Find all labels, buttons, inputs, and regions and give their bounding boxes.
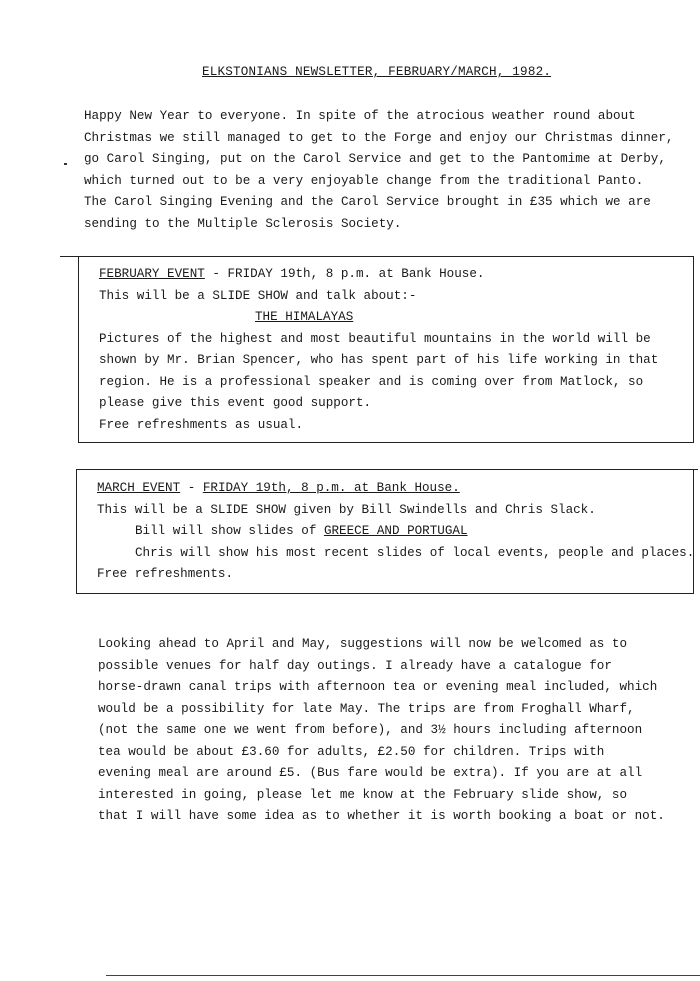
february-event-text: [99, 264, 658, 436]
march-heading: MARCH EVENT: [97, 481, 181, 495]
outro-paragraph: [98, 634, 665, 828]
march-line: This will be a SLIDE SHOW given by Bill Swindells and Chris Slack.: [97, 502, 596, 517]
outro-line: that I will have some idea as to whether it is worth booking a boat or not.: [98, 809, 665, 823]
intro-line: Happy New Year to everyone. In spite of the atrocious weather round about: [84, 109, 636, 123]
outro-line: tea would be about £3.60 for adults, £2.50 for children. Trips with: [98, 744, 605, 759]
february-line: This will be a SLIDE SHOW and talk about:-: [99, 288, 417, 303]
intro-line: Christmas we still managed to get to the Forge and enjoy our Christmas dinner,: [84, 130, 674, 145]
outro-line: horse-drawn canal trips with afternoon tea or evening meal included, which: [98, 680, 658, 694]
february-subject: THE HIMALAYAS: [255, 310, 354, 324]
outro-line: (not the same one we went from before), and 3½ hours including afternoon: [98, 723, 643, 737]
intro-line: which turned out to be a very enjoyable change from the traditional Panto.: [84, 173, 644, 188]
march-heading-date: FRIDAY 19th, 8 p.m. at Bank House.: [202, 481, 460, 495]
february-heading-line: [99, 264, 658, 286]
february-heading: FEBRUARY EVENT: [99, 267, 205, 281]
march-heading-separator: -: [180, 481, 203, 495]
outro-line: evening meal are around £5. (Bus fare would be extra). If you are at all: [98, 766, 643, 780]
newsletter-title: ELKSTONIANS NEWSLETTER, FEBRUARY/MARCH, 1982.: [202, 65, 552, 79]
february-subject-line: [99, 307, 658, 329]
bottom-rule: [106, 975, 700, 976]
march-chris-line: Chris will show his most recent slides of local events, people and places.: [135, 545, 695, 560]
march-heading-line: [97, 478, 694, 500]
february-body-line: shown by Mr. Brian Spencer, who has spent part of his life working in that: [99, 353, 659, 367]
march-bill-text: Bill will show slides of: [135, 524, 324, 538]
february-heading-date: - FRIDAY 19th, 8 p.m. at Bank House.: [204, 267, 485, 281]
february-body-line: Free refreshments as usual.: [99, 417, 304, 432]
march-free-line: Free refreshments.: [97, 567, 234, 581]
outro-line: possible venues for half day outings. I already have a catalogue for: [98, 658, 612, 673]
intro-line: sending to the Multiple Sclerosis Society.: [84, 216, 402, 231]
outro-line: would be a possibility for late May. The trips are from Froghall Wharf,: [98, 701, 635, 716]
march-bill-line: [97, 521, 694, 543]
intro-paragraph: [84, 106, 673, 235]
march-event-text: [97, 478, 694, 586]
outro-line: Looking ahead to April and May, suggestions will now be welcomed as to: [98, 637, 628, 651]
stray-mark: [64, 163, 67, 165]
intro-line: The Carol Singing Evening and the Carol Service brought in £35 which we are: [84, 195, 651, 209]
march-bill-subject: GREECE AND PORTUGAL: [323, 524, 468, 538]
february-body-line: Pictures of the highest and most beautiful mountains in the world will be: [99, 331, 651, 346]
outro-line: interested in going, please let me know at the February slide show, so: [98, 787, 628, 802]
february-body-line: region. He is a professional speaker and is coming over from Matlock, so: [99, 374, 644, 389]
february-body-line: please give this event good support.: [99, 396, 372, 410]
intro-line: go Carol Singing, put on the Carol Service and get to the Pantomime at Derby,: [84, 152, 666, 166]
